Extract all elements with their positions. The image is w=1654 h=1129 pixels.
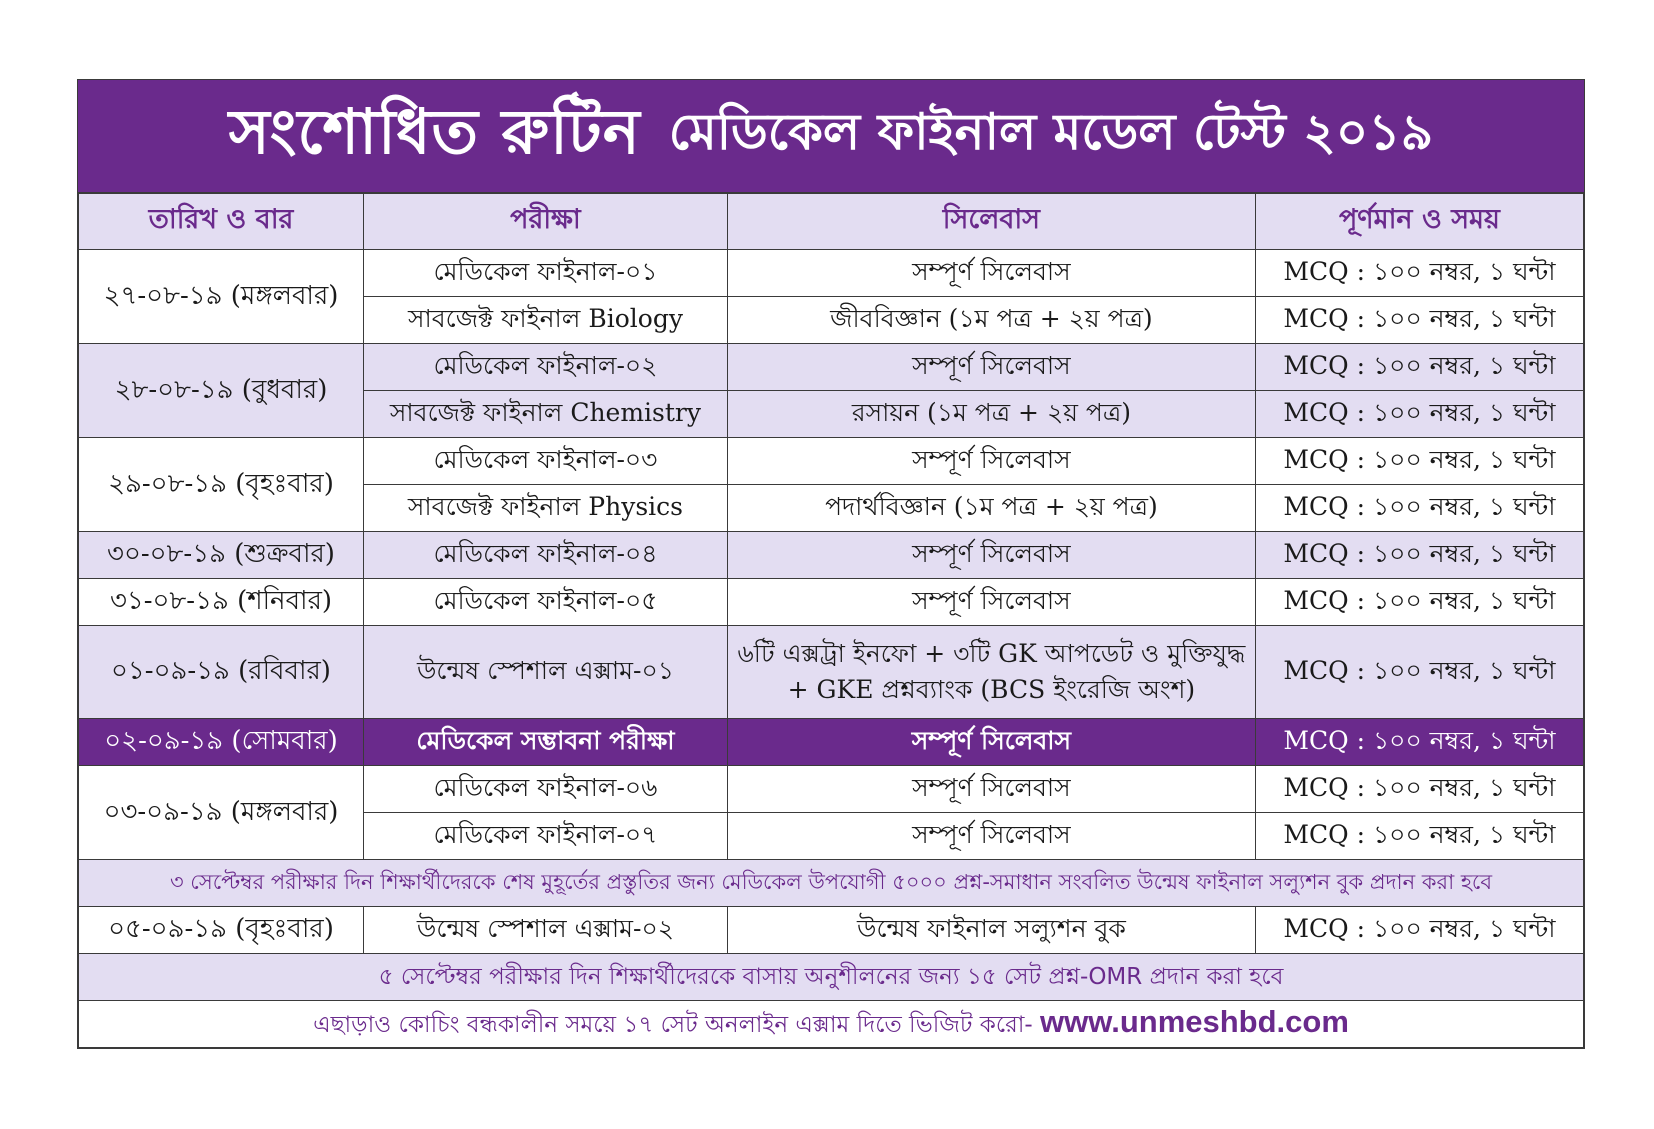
exam-cell: মেডিকেল ফাইনাল-০৭ (364, 813, 728, 860)
table-row (79, 532, 1584, 579)
header-marks: পূর্ণমান ও সময় (1255, 194, 1583, 250)
note-sep3: ৩ সেপ্টেম্বর পরীক্ষার দিন শিক্ষার্থীদেরকে শেষ মুহূর্তের প্রস্তুতির জন্য মেডিকেল উপযোগী ৫০০০ প্রশ্ন-সমাধান সংবলিত উন্মেষ ফাইনাল সল্যুশন বুক প্রদান করা হবে (79, 860, 1584, 907)
table-row (79, 438, 1584, 485)
date-cell: ২৯-০৮-১৯ (বৃহঃবার) (79, 438, 364, 532)
exam-cell: উন্মেষ স্পেশাল এক্সাম-০২ (364, 907, 728, 954)
date-cell: ৩১-০৮-১৯ (শনিবার) (79, 579, 364, 626)
syllabus-cell: সম্পূর্ণ সিলেবাস (727, 813, 1255, 860)
syllabus-cell: সম্পূর্ণ সিলেবাস (727, 250, 1255, 297)
date-cell: ০২-০৯-১৯ (সোমবার) (79, 719, 364, 766)
title-main: সংশোধিত রুটিন (228, 94, 641, 168)
marks-cell: MCQ : ১০০ নম্বর, ১ ঘন্টা (1255, 907, 1583, 954)
header-row (79, 194, 1584, 250)
syllabus-cell: রসায়ন (১ম পত্র + ২য় পত্র) (727, 391, 1255, 438)
header-syllabus: সিলেবাস (727, 194, 1255, 250)
footer-cell (79, 1001, 1584, 1048)
table-row (79, 907, 1584, 954)
marks-cell: MCQ : ১০০ নম্বর, ১ ঘন্টা (1255, 297, 1583, 344)
date-cell: ০৫-০৯-১৯ (বৃহঃবার) (79, 907, 364, 954)
exam-cell: মেডিকেল ফাইনাল-০৬ (364, 766, 728, 813)
footer-text: এছাড়াও কোচিং বন্ধকালীন সময়ে ১৭ সেট অনলাইন এক্সাম দিতে ভিজিট করো- (313, 1011, 1033, 1038)
syllabus-line: + GKE প্রশ্নব্যাংক (BCS ইংরেজি অংশ) (787, 675, 1196, 704)
exam-cell: উন্মেষ স্পেশাল এক্সাম-০১ (364, 626, 728, 719)
note-sep5: ৫ সেপ্টেম্বর পরীক্ষার দিন শিক্ষার্থীদেরকে বাসায় অনুশীলনের জন্য ১৫ সেট প্রশ্ন-OMR প্রদান করা হবে (79, 954, 1584, 1001)
table-row (79, 250, 1584, 297)
highlight-row (79, 719, 1584, 766)
syllabus-cell: সম্পূর্ণ সিলেবাস (727, 719, 1255, 766)
syllabus-cell: উন্মেষ ফাইনাল সল্যুশন বুক (727, 907, 1255, 954)
footer-row (79, 1001, 1584, 1048)
marks-cell: MCQ : ১০০ নম্বর, ১ ঘন্টা (1255, 532, 1583, 579)
syllabus-cell: পদার্থবিজ্ঞান (১ম পত্র + ২য় পত্র) (727, 485, 1255, 532)
exam-cell: মেডিকেল ফাইনাল-০৩ (364, 438, 728, 485)
exam-cell: মেডিকেল ফাইনাল-০৫ (364, 579, 728, 626)
syllabus-cell: সম্পূর্ণ সিলেবাস (727, 532, 1255, 579)
header-date: তারিখ ও বার (79, 194, 364, 250)
syllabus-cell: সম্পূর্ণ সিলেবাস (727, 438, 1255, 485)
marks-cell: MCQ : ১০০ নম্বর, ১ ঘন্টা (1255, 579, 1583, 626)
table-row (79, 766, 1584, 813)
note-row (79, 860, 1584, 907)
title-sub: মেডিকেল ফাইনাল মডেল টেস্ট ২০১৯ (668, 102, 1434, 161)
date-cell: ০৩-০৯-১৯ (মঙ্গলবার) (79, 766, 364, 860)
exam-cell: মেডিকেল ফাইনাল-০২ (364, 344, 728, 391)
date-cell: ৩০-০৮-১৯ (শুক্রবার) (79, 532, 364, 579)
routine-table (78, 193, 1584, 1048)
syllabus-cell: সম্পূর্ণ সিলেবাস (727, 766, 1255, 813)
table-row (79, 344, 1584, 391)
exam-cell: সাবজেক্ট ফাইনাল Biology (364, 297, 728, 344)
note-row (79, 954, 1584, 1001)
table-row (79, 579, 1584, 626)
exam-cell: সাবজেক্ট ফাইনাল Physics (364, 485, 728, 532)
syllabus-line: ৬টি এক্সট্রা ইনফো + ৩টি GK আপডেট ও মুক্তিযুদ্ধ (737, 639, 1246, 668)
exam-cell: সাবজেক্ট ফাইনাল Chemistry (364, 391, 728, 438)
syllabus-cell: সম্পূর্ণ সিলেবাস (727, 344, 1255, 391)
exam-cell: মেডিকেল সম্ভাবনা পরীক্ষা (364, 719, 728, 766)
header-exam: পরীক্ষা (364, 194, 728, 250)
syllabus-cell: জীববিজ্ঞান (১ম পত্র + ২য় পত্র) (727, 297, 1255, 344)
date-cell: ২৭-০৮-১৯ (মঙ্গলবার) (79, 250, 364, 344)
marks-cell: MCQ : ১০০ নম্বর, ১ ঘন্টা (1255, 813, 1583, 860)
marks-cell: MCQ : ১০০ নম্বর, ১ ঘন্টা (1255, 250, 1583, 297)
marks-cell: MCQ : ১০০ নম্বর, ১ ঘন্টা (1255, 626, 1583, 719)
exam-cell: মেডিকেল ফাইনাল-০১ (364, 250, 728, 297)
marks-cell: MCQ : ১০০ নম্বর, ১ ঘন্টা (1255, 344, 1583, 391)
table-row (79, 626, 1584, 719)
website-link[interactable]: www.unmeshbd.com (1040, 1003, 1349, 1039)
date-cell: ০১-০৯-১৯ (রবিবার) (79, 626, 364, 719)
syllabus-cell: সম্পূর্ণ সিলেবাস (727, 579, 1255, 626)
exam-cell: মেডিকেল ফাইনাল-০৪ (364, 532, 728, 579)
marks-cell: MCQ : ১০০ নম্বর, ১ ঘন্টা (1255, 438, 1583, 485)
routine-sheet (77, 79, 1585, 1049)
title-bar (78, 80, 1584, 193)
marks-cell: MCQ : ১০০ নম্বর, ১ ঘন্টা (1255, 485, 1583, 532)
date-cell: ২৮-০৮-১৯ (বুধবার) (79, 344, 364, 438)
marks-cell: MCQ : ১০০ নম্বর, ১ ঘন্টা (1255, 719, 1583, 766)
marks-cell: MCQ : ১০০ নম্বর, ১ ঘন্টা (1255, 766, 1583, 813)
syllabus-cell (727, 626, 1255, 719)
marks-cell: MCQ : ১০০ নম্বর, ১ ঘন্টা (1255, 391, 1583, 438)
